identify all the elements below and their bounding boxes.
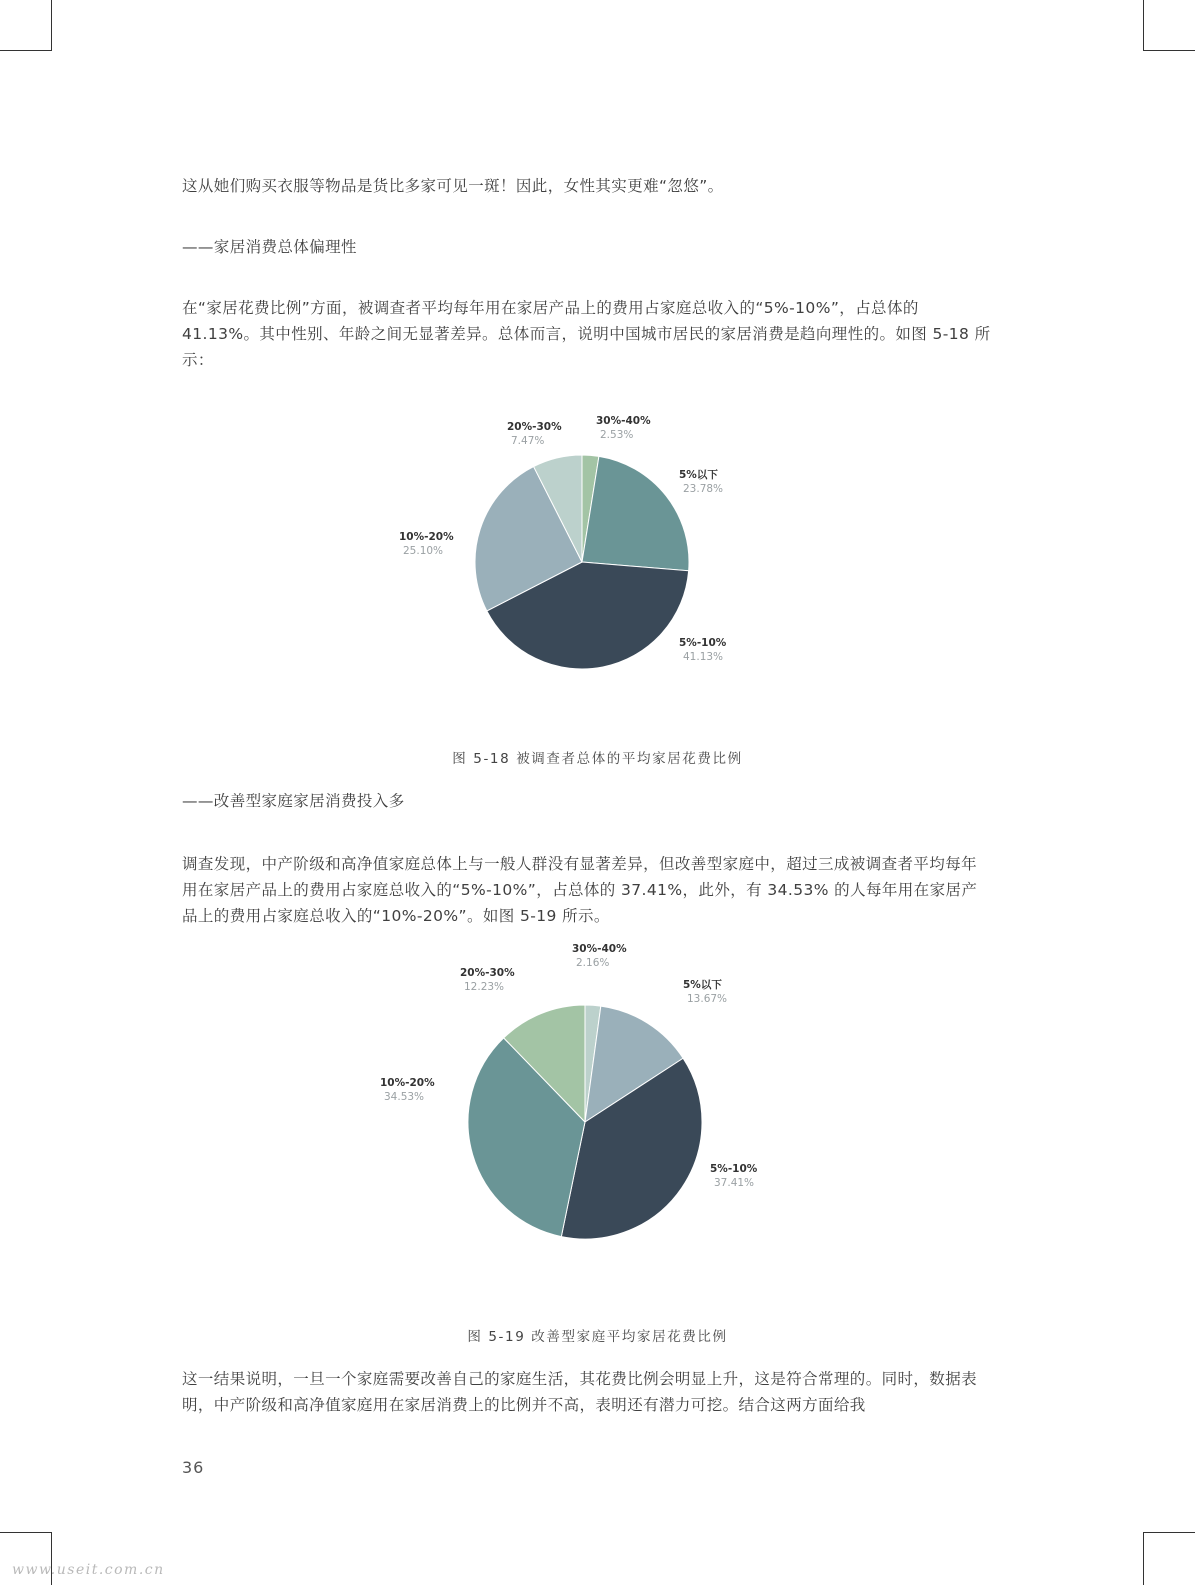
slice-label: 30%-40% bbox=[572, 943, 627, 955]
crop-mark bbox=[0, 1532, 51, 1533]
slice-value-label: 34.53% bbox=[384, 1091, 425, 1103]
slice-label: 5%以下 bbox=[683, 979, 722, 991]
section-heading-improvement: ——改善型家庭家居消费投入多 bbox=[182, 792, 405, 810]
slice-value-label: 7.47% bbox=[511, 435, 545, 447]
crop-mark bbox=[1143, 1532, 1144, 1585]
pie-chart-overall bbox=[0, 410, 1195, 710]
slice-value-label: 41.13% bbox=[683, 651, 724, 663]
slice-label: 5%-10% bbox=[679, 637, 727, 649]
crop-mark bbox=[1143, 1532, 1195, 1533]
watermark: www.useit.com.cn bbox=[12, 1562, 165, 1578]
slice-label: 5%以下 bbox=[679, 469, 718, 481]
slice-value-label: 2.16% bbox=[576, 957, 610, 969]
figure-caption-5-18: 图 5-18 被调查者总体的平均家居花费比例 bbox=[452, 751, 743, 767]
slice-value-label: 23.78% bbox=[683, 483, 724, 495]
slice-value-label: 37.41% bbox=[714, 1177, 755, 1189]
slice-label: 20%-30% bbox=[460, 967, 515, 979]
slice-label: 10%-20% bbox=[380, 1077, 435, 1089]
crop-mark bbox=[51, 0, 52, 51]
slice-value-label: 25.10% bbox=[403, 545, 444, 557]
slice-value-label: 13.67% bbox=[687, 993, 728, 1005]
crop-mark bbox=[0, 50, 51, 51]
section-heading-rational: ——家居消费总体偏理性 bbox=[182, 238, 357, 256]
pie-slice bbox=[582, 456, 689, 570]
paragraph-improvement-families: 调查发现，中产阶级和高净值家庭总体上与一般人群没有显著差异，但改善型家庭中，超过三成被调查者平均每年用在家居产品上的费用占家庭总收入的“5%-10%”，占总体的 37.41%，此外，有 34.53% 的人每年用在家居产品上的费用占家庭总收入的“10%-20%”。如图 5-19 所示。 bbox=[182, 855, 978, 925]
crop-mark bbox=[1143, 50, 1195, 51]
page-number: 36 bbox=[182, 1458, 205, 1477]
paragraph-home-spending: 在“家居花费比例”方面，被调查者平均每年用在家居产品上的费用占家庭总收入的“5%-10%”，占总体的 41.13%。其中性别、年龄之间无显著差异。总体而言，说明中国城市居民的家居消费是趋向理性的。如图 5-18 所示： bbox=[182, 299, 991, 369]
paragraph-intro: 这从她们购买衣服等物品是货比多家可见一斑！因此，女性其实更难“忽悠”。 bbox=[182, 177, 724, 195]
crop-mark bbox=[1143, 0, 1144, 51]
slice-value-label: 2.53% bbox=[600, 429, 634, 441]
slice-label: 20%-30% bbox=[507, 421, 562, 433]
slice-value-label: 12.23% bbox=[464, 981, 505, 993]
paragraph-conclusion: 这一结果说明，一旦一个家庭需要改善自己的家庭生活，其花费比例会明显上升，这是符合常理的。同时，数据表明，中产阶级和高净值家庭用在家居消费上的比例并不高，表明还有潜力可挖。结合这两方面给我 bbox=[182, 1370, 978, 1414]
figure-caption-5-19: 图 5-19 改善型家庭平均家居花费比例 bbox=[467, 1329, 728, 1345]
slice-label: 5%-10% bbox=[710, 1163, 758, 1175]
slice-label: 30%-40% bbox=[596, 415, 651, 427]
slice-label: 10%-20% bbox=[399, 531, 454, 543]
pie-chart-improvement bbox=[0, 940, 1195, 1280]
